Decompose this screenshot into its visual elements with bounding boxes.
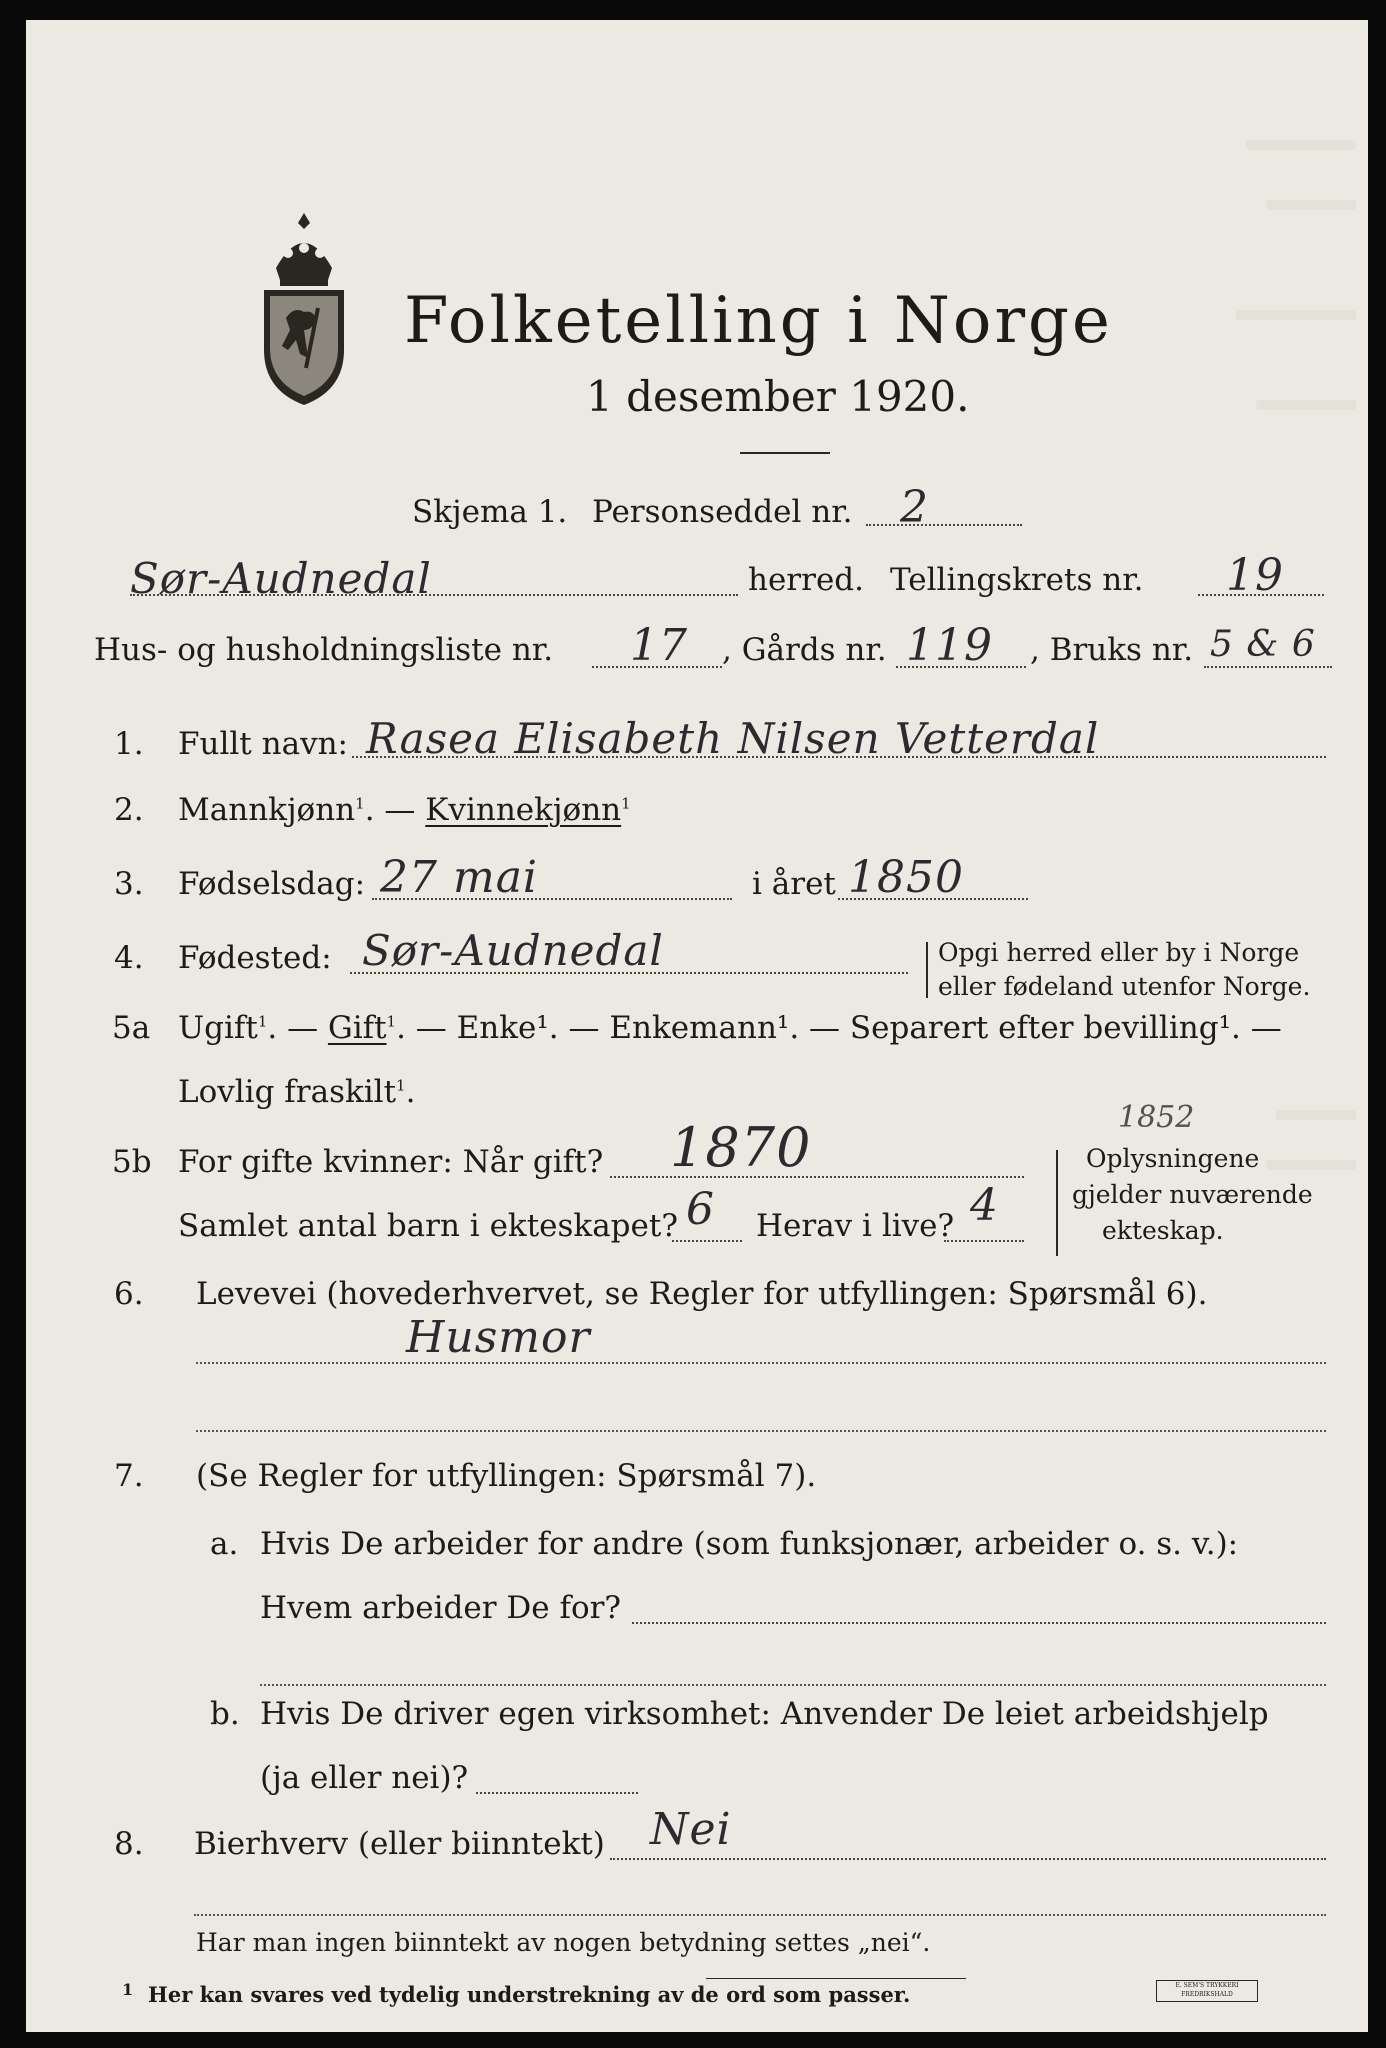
q5a-options: Ugift$^1$. — Gift$^1$. — Enke¹. — Enkemann¹. — Separert efter bevilling¹. — [178, 1010, 1282, 1046]
q5b-alive-value[interactable]: 4 [970, 1180, 999, 1231]
q6-value[interactable]: Husmor [406, 1312, 591, 1363]
bruks-label: , Bruks nr. [1030, 632, 1194, 668]
q5b-children-label: Samlet antal barn i ekteskapet? [178, 1208, 678, 1244]
bleed-through [1256, 400, 1356, 410]
q7-number: 7. [114, 1458, 144, 1494]
q1-value[interactable]: Rasea Elisabeth Nilsen Vetterdal [366, 714, 1100, 763]
q7a-letter: a. [210, 1526, 239, 1562]
printer-stamp: E. SEM'S TRYKKERI FREDRIKSHALD [1156, 1980, 1258, 2002]
norwegian-coat-of-arms-icon [254, 208, 354, 408]
q5a-other-options[interactable]: . — Enke¹. — Enkemann¹. — Separert efter bevilling¹. — [396, 1010, 1282, 1046]
bleed-through [1266, 1160, 1356, 1170]
q4-brace [926, 942, 928, 998]
q5a-ugift[interactable]: Ugift [178, 1010, 258, 1046]
q4-note-1: Opgi herred eller by i Norge [938, 938, 1300, 967]
q6-line-1 [196, 1362, 1326, 1364]
q5b-alive-label: Herav i live? [756, 1208, 955, 1244]
q7a-line-2 [260, 1684, 1326, 1686]
q5b-label: For gifte kvinner: Når gift? [178, 1144, 604, 1180]
q5a-line2: Lovlig fraskilt$^1$. [178, 1074, 416, 1110]
q5a-number: 5a [112, 1010, 151, 1046]
husliste-label: Hus- og husholdningsliste nr. [94, 632, 554, 668]
q7b-line [476, 1792, 638, 1794]
footnote-mark: 1 [122, 1980, 134, 1999]
bleed-through [1246, 140, 1356, 150]
q5a-gift[interactable]: Gift [327, 1010, 387, 1046]
q8-label: Bierhverv (eller biinntekt) [194, 1826, 605, 1862]
q5b-margin-note: 1852 [1118, 1100, 1195, 1135]
form-subtitle: 1 desember 1920. [586, 372, 970, 421]
q7a-label: Hvis De arbeider for andre (som funksjonær, arbeider o. s. v.): [260, 1526, 1239, 1562]
tellingskrets-label: Tellingskrets nr. [890, 562, 1144, 598]
herred-line [130, 594, 738, 596]
q7b-letter: b. [210, 1696, 240, 1732]
footer-divider [706, 1978, 966, 1979]
q8-line-1 [610, 1858, 1326, 1860]
q4-number: 4. [114, 940, 144, 976]
q2-male[interactable]: Mannkjønn [178, 792, 356, 828]
bleed-through [1276, 1110, 1356, 1120]
q5b-note-2: gjelder nuværende [1072, 1180, 1313, 1209]
q4-label: Fødested: [178, 940, 332, 976]
q5b-value[interactable]: 1870 [670, 1116, 812, 1179]
q7b-sub: (ja eller nei)? [260, 1760, 469, 1796]
q2-female[interactable]: Kvinnekjønn [425, 792, 622, 828]
q5b-note-3: ekteskap. [1102, 1216, 1224, 1245]
q8-line-2 [194, 1914, 1326, 1916]
q3-label: Fødselsdag: [178, 866, 366, 902]
personseddel-value[interactable]: 2 [900, 482, 929, 533]
bruks-line [1204, 666, 1332, 668]
gards-label: , Gårds nr. [722, 632, 887, 668]
q6-label: Levevei (hovederhvervet, se Regler for utfyllingen: Spørsmål 6). [196, 1276, 1208, 1312]
q5b-number: 5b [112, 1144, 152, 1180]
husliste-value[interactable]: 17 [630, 620, 688, 671]
q1-number: 1. [114, 726, 144, 762]
gards-value[interactable]: 119 [906, 620, 993, 671]
herred-label: herred. [748, 562, 864, 598]
q5a-separator: . — [267, 1010, 328, 1046]
bruks-value[interactable]: 5 & 6 [1210, 624, 1316, 665]
form-title: Folketelling i Norge [404, 284, 1113, 358]
q8-number: 8. [114, 1826, 144, 1862]
title-divider [740, 452, 830, 454]
q2-options: Mannkjønn$^1$. — Kvinnekjønn$^1$ [178, 792, 631, 828]
herred-value[interactable]: Sør-Audnedal [130, 554, 432, 603]
bleed-through [1266, 200, 1356, 210]
q5b-alive-line [944, 1240, 1024, 1242]
q7a-sub: Hvem arbeider De for? [260, 1590, 622, 1626]
footnote-text: Her kan svares ved tydelig understrekning av de ord som passer. [148, 1982, 911, 2007]
footer-note: Har man ingen biinntekt av nogen betydning settes „nei“. [196, 1928, 931, 1957]
bleed-through [1236, 310, 1356, 320]
q7-label: (Se Regler for utfyllingen: Spørsmål 7). [196, 1458, 817, 1494]
q2-number: 2. [114, 792, 144, 828]
q5b-children-line [672, 1240, 742, 1242]
personseddel-line [866, 524, 1022, 526]
q7a-line-1 [632, 1622, 1326, 1624]
personseddel-label: Personseddel nr. [592, 494, 853, 530]
q3-value[interactable]: 27 mai [380, 852, 539, 903]
q5a-fraskilt[interactable]: Lovlig fraskilt [178, 1074, 397, 1110]
q8-value[interactable]: Nei [650, 1804, 732, 1855]
q5b-note-1: Oplysningene [1086, 1144, 1260, 1173]
q5b-children-value[interactable]: 6 [686, 1184, 715, 1235]
q6-number: 6. [114, 1276, 144, 1312]
q4-note-2: eller fødeland utenfor Norge. [938, 972, 1311, 1001]
census-form-page [26, 20, 1368, 2032]
q3-year-label: i året [752, 866, 836, 902]
q5b-brace [1056, 1150, 1058, 1256]
tellingskrets-value[interactable]: 19 [1226, 550, 1284, 601]
schema-label: Skjema 1. [412, 494, 568, 530]
q3-year-value[interactable]: 1850 [848, 852, 964, 903]
q4-value[interactable]: Sør-Audnedal [362, 926, 664, 975]
q2-separator: . — [364, 792, 426, 828]
q1-label: Fullt navn: [178, 726, 348, 762]
q3-number: 3. [114, 866, 144, 902]
q6-line-2 [196, 1430, 1326, 1432]
q7b-label: Hvis De driver egen virksomhet: Anvender De leiet arbeidshjelp [260, 1696, 1269, 1732]
